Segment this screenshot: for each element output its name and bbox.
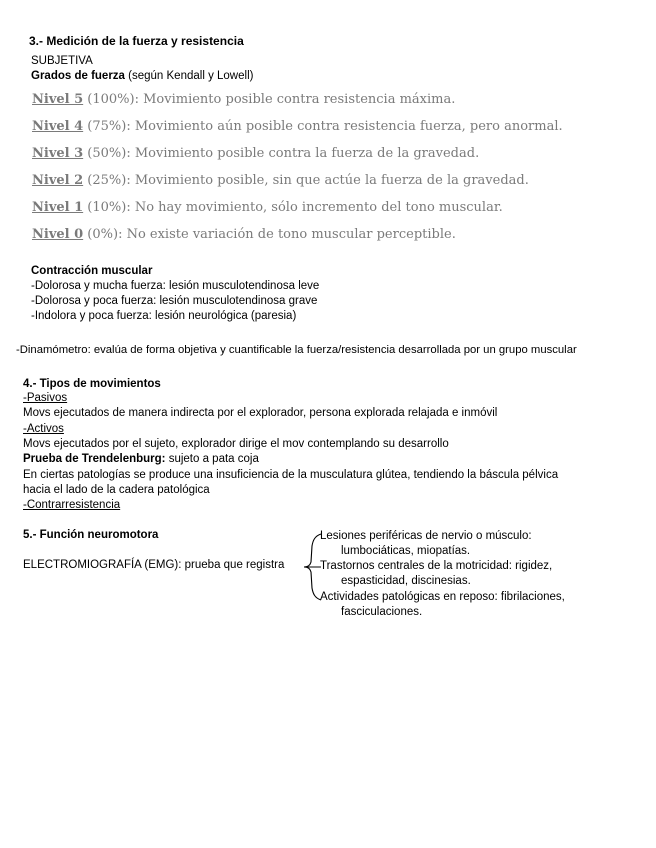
level-text: (0%): No existe variación de tono muscular perceptible. [87, 227, 456, 242]
level-label: Nivel 5 [32, 92, 84, 107]
level-label: Nivel 2 [32, 173, 84, 188]
level-text: (100%): Movimiento posible contra resistencia máxima. [87, 92, 456, 107]
level-text: (50%): Movimiento posible contra la fuerza de la gravedad. [87, 146, 480, 161]
active-label: -Activos [23, 423, 64, 435]
grades-title: Grados de fuerza [31, 70, 125, 82]
emg-branch-rest-cont: fasciculaciones. [341, 606, 423, 618]
emg-branch-central: Trastornos centrales de la motricidad: rigidez, [320, 560, 553, 572]
emg-branch-peripheral: Lesiones periféricas de nervio o músculo: [320, 530, 532, 542]
contraction-item: -Dolorosa y poca fuerza: lesión musculotendinosa grave [31, 295, 318, 307]
trendelenburg-text: sujeto a pata coja [168, 453, 259, 465]
level-1 [32, 200, 503, 215]
passive-label: -Pasivos [23, 392, 68, 404]
dynamometer-text: -Dinamómetro: evalúa de forma objetiva y cuantificable la fuerza/resistencia desarrollada por un grupo muscular [16, 344, 577, 356]
level-label: Nivel 0 [32, 227, 84, 242]
section4-heading: 4.- Tipos de movimientos [23, 378, 161, 390]
trendelenburg-desc: En ciertas patologías se produce una insuficiencia de la musculatura glútea, tendiendo la báscula pélvica [23, 469, 559, 481]
level-text: (75%): Movimiento aún posible contra resistencia fuerza, pero anormal. [87, 119, 563, 134]
level-4 [32, 119, 563, 134]
grades-source: (según Kendall y Lowell) [128, 70, 254, 82]
subjective-label: SUBJETIVA [31, 55, 93, 67]
active-text: Movs ejecutados por el sujeto, explorador dirige el mov contemplando su desarrollo [23, 438, 449, 450]
contraction-item: -Indolora y poca fuerza: lesión neurológica (paresia) [31, 310, 297, 322]
passive-text: Movs ejecutados de manera indirecta por el explorador, persona explorada relajada e inmóvil [23, 407, 498, 419]
level-3 [32, 146, 479, 161]
contraction-title: Contracción muscular [31, 265, 153, 277]
level-label: Nivel 3 [32, 146, 84, 161]
contraction-item: -Dolorosa y mucha fuerza: lesión musculotendinosa leve [31, 280, 320, 292]
emg-branch-central-cont: espasticidad, discinesias. [341, 575, 471, 587]
section5-heading: 5.- Función neuromotora [23, 529, 159, 541]
level-5 [32, 92, 455, 107]
level-label: Nivel 1 [32, 200, 84, 215]
emg-branch-rest: Actividades patológicas en reposo: fibrilaciones, [320, 591, 565, 603]
emg-branch-peripheral-cont: lumbociáticas, miopatías. [341, 545, 471, 557]
grades-line [31, 70, 253, 82]
trendelenburg-line [23, 453, 259, 465]
section3-heading: 3.- Medición de la fuerza y resistencia [29, 34, 244, 48]
level-0 [32, 227, 456, 242]
trendelenburg-title: Prueba de Trendelenburg: [23, 453, 166, 465]
level-text: (25%): Movimiento posible, sin que actúe la fuerza de la gravedad. [87, 173, 529, 188]
emg-text: ELECTROMIOGRAFÍA (EMG): prueba que registra [23, 559, 285, 571]
resistance-label: -Contrarresistencia [23, 499, 121, 511]
level-label: Nivel 4 [32, 119, 84, 134]
level-text: (10%): No hay movimiento, sólo incremento del tono muscular. [87, 200, 503, 215]
trendelenburg-desc-cont: hacia el lado de la cadera patológica [23, 484, 210, 496]
level-2 [32, 173, 529, 188]
